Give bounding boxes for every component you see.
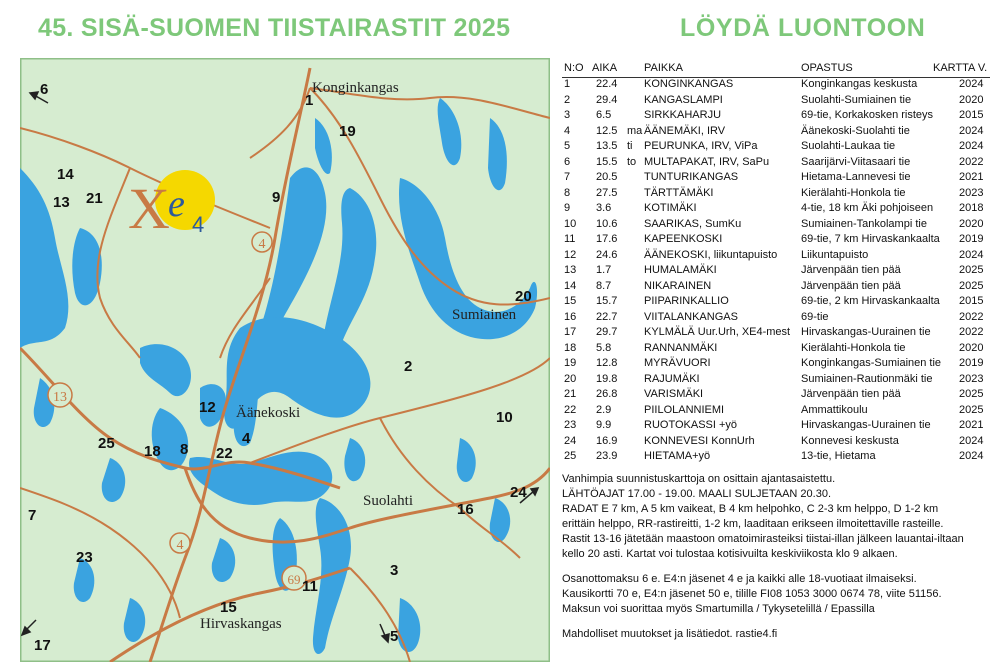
cell-no: 10	[564, 217, 577, 230]
marker-15: 15	[220, 599, 237, 616]
cell-date: 5.8	[596, 341, 612, 354]
cell-place: ÄÄNEKOSKI, liikuntapuisto	[644, 248, 778, 261]
road-4-north-label: 4	[258, 237, 266, 252]
marker-17: 17	[34, 637, 51, 654]
schedule-table	[556, 60, 996, 466]
cell-date: 12.8	[596, 357, 618, 369]
col-opastus: OPASTUS	[801, 62, 853, 74]
cell-no: 25	[564, 450, 577, 462]
cell-no: 24	[564, 434, 577, 447]
note-courses-2: erittäin helppo, RR-rastireitti, 1-2 km, laaditaan erikseen ilmoitettaville rasteille.	[562, 518, 944, 530]
cell-guide: Sumiainen-Tankolampi tie	[801, 217, 927, 230]
note-fee: Osanottomaksu 6 e. E4:n jäsenet 4 e ja kaikki alle 18-vuotiaat ilmaiseksi.	[562, 573, 917, 585]
cell-date: 3.6	[596, 202, 612, 214]
cell-date: 22.7	[596, 310, 618, 323]
cell-place: PIILOLANNIEMI	[644, 403, 725, 416]
cell-date: 1.7	[596, 264, 612, 276]
marker-4: 4	[242, 430, 251, 447]
marker-6: 6	[40, 81, 49, 98]
cell-year: 2018	[959, 202, 984, 214]
cell-year: 2019	[959, 233, 984, 245]
cell-place: ÄÄNEMÄKI, IRV	[644, 124, 726, 137]
road-4-south-label: 4	[176, 538, 184, 553]
col-paikka: PAIKKA	[644, 62, 683, 74]
cell-year: 2024	[959, 450, 984, 462]
table-header	[556, 60, 996, 78]
cell-date: 26.8	[596, 388, 618, 400]
cell-place: HUMALAMÄKI	[644, 264, 717, 276]
cell-year: 2022	[959, 310, 984, 323]
cell-date: 22.4	[596, 78, 618, 90]
cell-year: 2021	[959, 171, 984, 183]
col-kartta: KARTTA V.	[933, 62, 988, 74]
slogan: LÖYDÄ LUONTOON	[680, 14, 926, 42]
cell-guide: Konginkangas keskusta	[801, 78, 918, 90]
cell-year: 2023	[959, 372, 984, 385]
cell-day: ma	[627, 124, 643, 137]
table-row	[556, 218, 996, 234]
table-row	[556, 404, 996, 420]
table-row	[556, 373, 996, 389]
marker-2: 2	[404, 358, 413, 375]
cell-guide: Konginkangas-Sumiainen tie	[801, 357, 942, 369]
orienteering-area-map	[20, 58, 550, 662]
cell-year: 2023	[959, 186, 984, 199]
cell-date: 23.9	[596, 450, 618, 462]
cell-place: KANGASLAMPI	[644, 93, 723, 106]
cell-place: KONNEVESI KonnUrh	[644, 434, 755, 447]
cell-place: VIITALANKANGAS	[644, 310, 738, 323]
cell-date: 8.7	[596, 279, 612, 292]
marker-21: 21	[86, 190, 103, 207]
table-row	[556, 295, 996, 311]
note-self-service-1: Rastit 13-16 jätetään maastoon omatoimirasteiksi tiistai-illan jälkeen lauantai-iltaan	[562, 533, 964, 545]
marker-14: 14	[57, 166, 74, 183]
place-konginkangas: Konginkangas	[312, 80, 399, 96]
place-sumiainen: Sumiainen	[452, 307, 517, 323]
cell-date: 27.5	[596, 186, 618, 199]
cell-place: TÄRTTÄMÄKI	[644, 186, 714, 199]
cell-no: 2	[564, 93, 571, 106]
note-season-card: Kausikortti 70 e, E4:n jäsenet 50 e, tilille FI08 1053 3000 0674 78, viite 51156.	[562, 588, 942, 600]
table-row	[556, 419, 996, 435]
place-aanekoski: Äänekoski	[236, 405, 301, 421]
cell-year: 2015	[959, 109, 984, 121]
cell-date: 29.7	[596, 326, 618, 338]
cell-no: 5	[564, 140, 571, 152]
cell-year: 2022	[959, 326, 984, 338]
cell-place: PIIPARINKALLIO	[644, 295, 729, 307]
note-more-info: Mahdolliset muutokset ja lisätiedot. rastie4.fi	[562, 628, 778, 640]
cell-place: RAJUMÄKI	[644, 372, 700, 385]
cell-no: 7	[564, 171, 571, 183]
table-row	[556, 202, 996, 218]
cell-no: 22	[564, 403, 577, 416]
cell-year: 2025	[959, 279, 984, 292]
cell-year: 2024	[959, 140, 984, 152]
marker-23: 23	[76, 549, 93, 566]
cell-year: 2020	[959, 341, 984, 354]
cell-no: 14	[564, 279, 577, 292]
cell-date: 2.9	[596, 403, 612, 416]
table-row	[556, 388, 996, 404]
table-row	[556, 156, 996, 172]
info-notes	[562, 472, 994, 642]
cell-guide: Suolahti-Laukaa tie	[801, 140, 896, 152]
table-row	[556, 435, 996, 451]
cell-no: 12	[564, 248, 577, 261]
cell-no: 1	[564, 78, 571, 90]
cell-place: NIKARAINEN	[644, 279, 712, 292]
cell-guide: Äänekoski-Suolahti tie	[801, 124, 910, 137]
event-title: 45. SISÄ-SUOMEN TIISTAIRASTIT 2025	[38, 14, 511, 42]
cell-guide: 69-tie	[801, 310, 829, 323]
note-courses-1: RADAT E 7 km, A 5 km vaikeat, B 4 km helpohko, C 2-3 km helppo, D 1-2 km	[562, 503, 939, 515]
cell-year: 2024	[959, 78, 984, 90]
cell-guide: Kierälahti-Honkola tie	[801, 186, 906, 199]
cell-no: 15	[564, 295, 577, 307]
col-no: N:O	[564, 62, 584, 74]
cell-year: 2024	[959, 248, 984, 261]
cell-place: RANNANMÄKI	[644, 341, 718, 354]
cell-no: 9	[564, 202, 571, 214]
cell-place: VARISMÄKI	[644, 388, 704, 400]
cell-guide: 13-tie, Hietama	[801, 450, 876, 462]
cell-date: 19.8	[596, 372, 618, 385]
marker-16: 16	[457, 501, 474, 518]
cell-date: 17.6	[596, 233, 618, 245]
cell-date: 13.5	[596, 140, 618, 152]
cell-guide: 69-tie, 7 km Hirvaskankaalta	[801, 233, 940, 245]
cell-no: 8	[564, 186, 571, 199]
cell-place: MULTAPAKAT, IRV, SaPu	[644, 155, 770, 168]
cell-no: 18	[564, 341, 577, 354]
table-row	[556, 249, 996, 265]
cell-place: KYLMÄLÄ Uur.Urh, XE4-mest	[644, 326, 791, 338]
road-69-label: 69	[287, 572, 301, 587]
cell-guide: Liikuntapuisto	[801, 248, 869, 261]
cell-guide: 4-tie, 18 km Äki pohjoiseen	[801, 202, 934, 214]
table-row	[556, 187, 996, 203]
cell-no: 21	[564, 388, 577, 400]
marker-24: 24	[510, 484, 527, 501]
cell-no: 16	[564, 310, 577, 323]
marker-18: 18	[144, 443, 161, 460]
note-self-service-2: kello 20 asti. Kartat voi tulostaa kotisivuilta keskiviikosta klo 9 alkaen.	[562, 548, 898, 560]
table-row	[556, 357, 996, 373]
cell-guide: Järvenpään tien pää	[801, 264, 901, 276]
cell-guide: Sumiainen-Rautionmäki tie	[801, 372, 933, 385]
cell-date: 6.5	[596, 109, 612, 121]
cell-year: 2021	[959, 419, 984, 431]
col-aika: AIKA	[592, 62, 618, 74]
cell-no: 20	[564, 372, 577, 385]
cell-place: HIETAMA+yö	[644, 450, 711, 462]
marker-7: 7	[28, 507, 37, 524]
cell-guide: 69-tie, Korkakosken risteys	[801, 109, 934, 121]
marker-11: 11	[302, 578, 318, 595]
cell-date: 20.5	[596, 171, 618, 183]
cell-date: 9.9	[596, 419, 612, 431]
marker-10: 10	[496, 409, 513, 426]
table-row	[556, 280, 996, 296]
cell-guide: Hietama-Lannevesi tie	[801, 171, 911, 183]
cell-place: TUNTURIKANGAS	[644, 171, 739, 183]
cell-place: KAPEENKOSKI	[644, 233, 723, 245]
logo-x: X	[128, 176, 170, 241]
cell-guide: Suolahti-Sumiainen tie	[801, 93, 912, 106]
cell-year: 2025	[959, 388, 984, 400]
cell-year: 2022	[959, 155, 984, 168]
table-row	[556, 264, 996, 280]
cell-date: 29.4	[596, 93, 618, 106]
marker-1: 1	[305, 92, 314, 109]
cell-day: ti	[627, 140, 633, 152]
cell-no: 17	[564, 326, 577, 338]
cell-no: 11	[564, 233, 576, 245]
cell-year: 2025	[959, 403, 984, 416]
cell-year: 2024	[959, 124, 984, 137]
place-hirvaskangas: Hirvaskangas	[200, 616, 282, 632]
logo-e: e	[168, 183, 185, 225]
cell-place: MYRÄVUORI	[644, 357, 711, 369]
cell-place: SAARIKAS, SumKu	[644, 217, 742, 230]
note-maps: Vanhimpia suunnistuskarttoja on osittain ajantasaistettu.	[562, 473, 836, 485]
cell-year: 2015	[959, 295, 984, 307]
cell-guide: Järvenpään tien pää	[801, 388, 901, 400]
cell-guide: 69-tie, 2 km Hirvaskankaalta	[801, 295, 940, 307]
cell-year: 2020	[959, 93, 984, 106]
table-row	[556, 311, 996, 327]
cell-no: 6	[564, 155, 571, 168]
road-13-label: 13	[53, 390, 67, 405]
cell-year: 2020	[959, 217, 984, 230]
cell-guide: Saarijärvi-Viitasaari tie	[801, 155, 911, 168]
cell-guide: Järvenpään tien pää	[801, 279, 901, 292]
cell-guide: Hirvaskangas-Uurainen tie	[801, 326, 931, 338]
cell-no: 19	[564, 357, 577, 369]
cell-date: 15.5	[596, 155, 618, 168]
marker-19: 19	[339, 123, 356, 140]
table-row	[556, 326, 996, 342]
table-row	[556, 450, 996, 466]
cell-no: 13	[564, 264, 577, 276]
table-row	[556, 125, 996, 141]
table-rows	[556, 78, 996, 466]
table-row	[556, 342, 996, 358]
cell-place: KOTIMÄKI	[644, 202, 697, 214]
cell-guide: Konnevesi keskusta	[801, 434, 899, 447]
marker-20: 20	[515, 288, 532, 305]
marker-12: 12	[199, 399, 216, 416]
cell-no: 4	[564, 124, 571, 137]
note-start-times: LÄHTÖAJAT 17.00 - 19.00. MAALI SULJETAAN 20.30.	[562, 488, 832, 500]
table-row	[556, 109, 996, 125]
place-suolahti: Suolahti	[363, 493, 414, 509]
marker-9: 9	[272, 189, 281, 206]
cell-date: 12.5	[596, 124, 618, 137]
cell-guide: Ammattikoulu	[801, 403, 868, 416]
table-row	[556, 78, 996, 94]
cell-day: to	[627, 155, 637, 168]
cell-year: 2019	[959, 357, 984, 369]
cell-date: 10.6	[596, 217, 618, 230]
marker-13: 13	[53, 194, 70, 211]
marker-25: 25	[98, 435, 115, 452]
cell-no: 23	[564, 419, 577, 431]
table-row	[556, 233, 996, 249]
table-row	[556, 94, 996, 110]
cell-year: 2024	[959, 434, 984, 447]
cell-place: PEURUNKA, IRV, ViPa	[644, 140, 758, 152]
marker-3: 3	[390, 562, 399, 579]
cell-date: 15.7	[596, 295, 618, 307]
cell-guide: Hirvaskangas-Uurainen tie	[801, 419, 931, 431]
marker-8: 8	[180, 441, 189, 458]
cell-no: 3	[564, 109, 571, 121]
note-payment-methods: Maksun voi suorittaa myös Smartumilla / Tykysetelillä / Epassilla	[562, 603, 875, 615]
marker-22: 22	[216, 445, 233, 462]
cell-place: KONGINKANGAS	[644, 78, 734, 90]
cell-date: 24.6	[596, 248, 618, 261]
table-row	[556, 140, 996, 156]
cell-place: RUOTOKASSI +yö	[644, 419, 738, 431]
marker-5: 5	[390, 628, 399, 645]
cell-year: 2025	[959, 264, 984, 276]
cell-guide: Kierälahti-Honkola tie	[801, 341, 906, 354]
logo-4: 4	[192, 212, 205, 237]
table-row	[556, 171, 996, 187]
cell-date: 16.9	[596, 434, 618, 447]
cell-place: SIRKKAHARJU	[644, 109, 722, 121]
